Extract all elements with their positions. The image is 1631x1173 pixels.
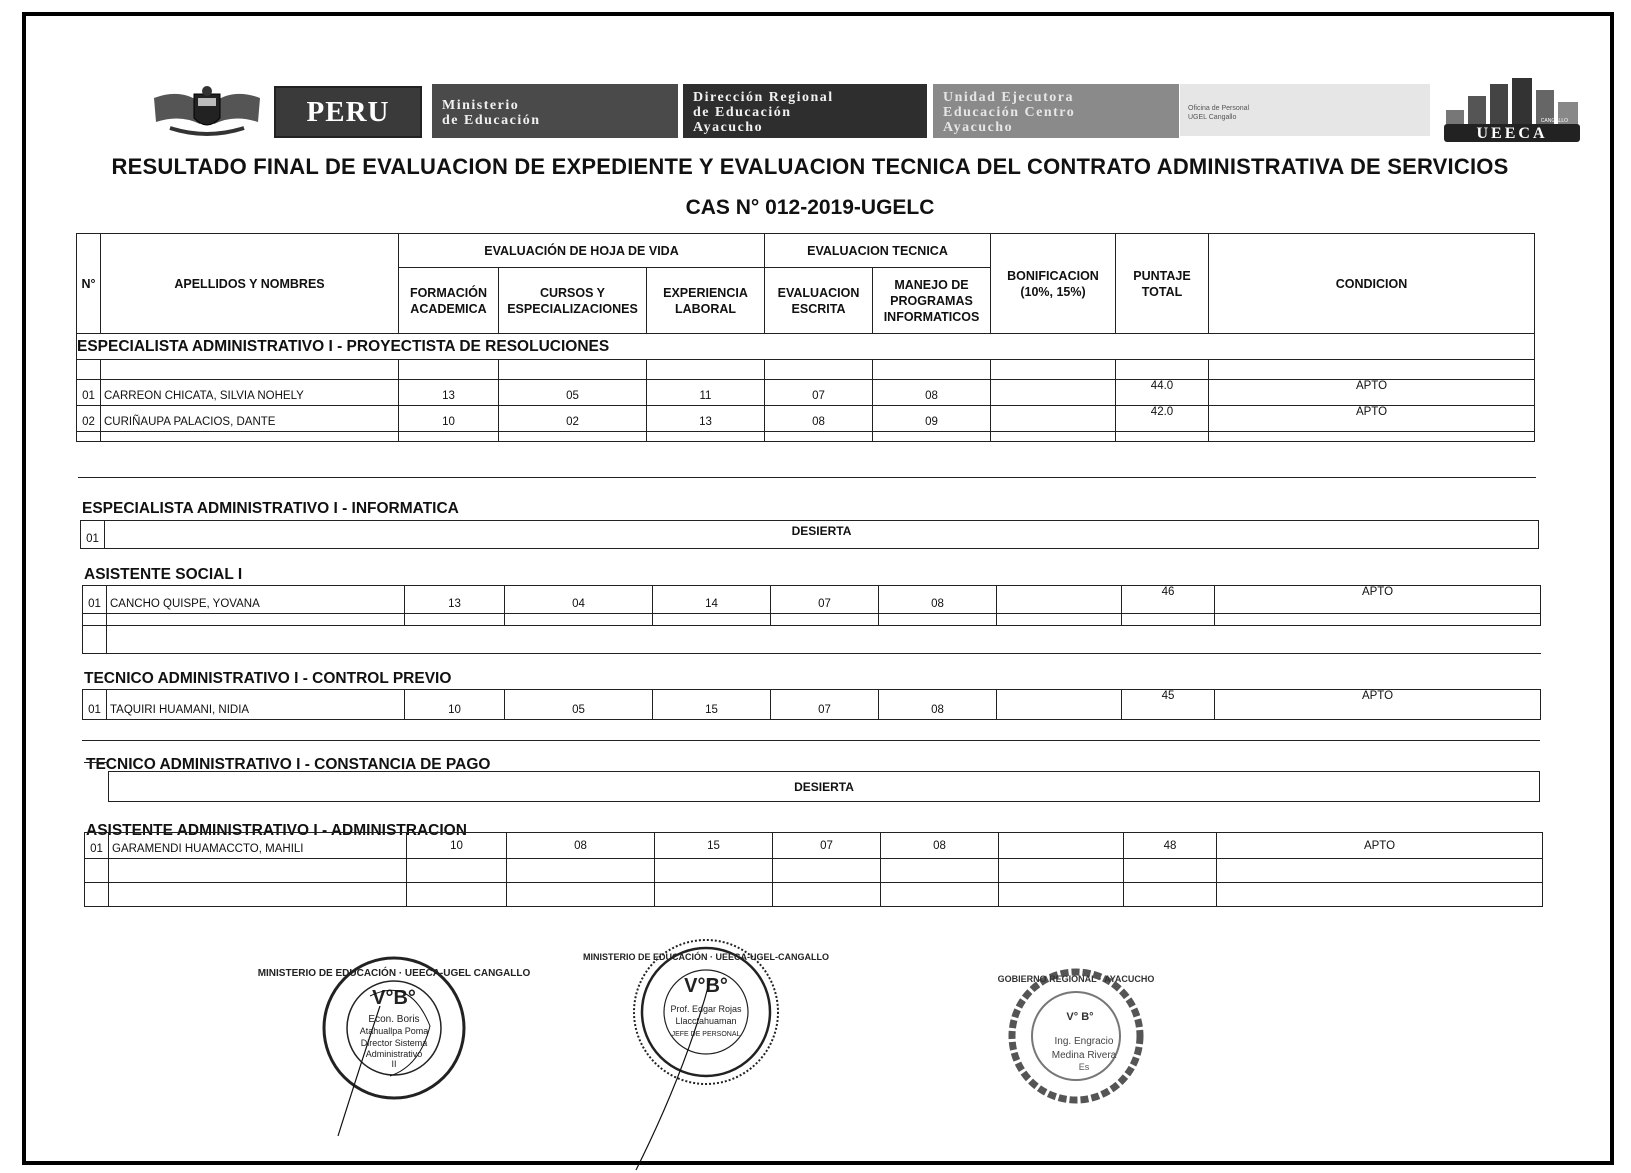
row-cursos: 08: [507, 833, 655, 859]
header-eval-tecnica: EVALUACION TECNICA: [765, 234, 991, 268]
stamp-ring-text: GOBIERNO REGIONAL · AYACUCHO: [997, 974, 1155, 984]
section-title-asistente-social: ASISTENTE SOCIAL I: [84, 566, 243, 583]
peru-logo: PERU: [274, 86, 422, 138]
header-manejo: MANEJO DE PROGRAMAS INFORMATICOS: [873, 268, 991, 334]
divider-line: [84, 762, 108, 763]
stamp-line: Atahuallpa Poma: [359, 1026, 429, 1036]
row-manejo: 08: [879, 586, 997, 614]
document-title: RESULTADO FINAL DE EVALUACION DE EXPEDIENTE Y EVALUACION TECNICA DEL CONTRATO ADMINISTRATIVA DE SERVICIOS: [111, 154, 1509, 179]
row-experiencia: 11: [647, 380, 765, 406]
section-title-constancia: TECNICO ADMINISTRATIVO I - CONSTANCIA DE PAGO: [86, 756, 491, 773]
stamp-line: JEFE DE PERSONAL: [671, 1031, 741, 1038]
ugel-line-2: UGEL Cangallo: [1188, 114, 1237, 121]
row-escrita: 07: [773, 833, 881, 859]
row-manejo: 08: [873, 380, 991, 406]
header-names: APELLIDOS Y NOMBRES: [101, 234, 399, 334]
stamp-line: Econ. Boris: [368, 1014, 420, 1025]
ugel-band: [1180, 84, 1430, 136]
stamp-vb: V°B°: [684, 975, 728, 997]
table-row: [85, 833, 1543, 859]
desierta-label: DESIERTA: [109, 772, 1540, 802]
ueeca-text: UEECA: [1476, 125, 1548, 142]
row-formacion: 10: [399, 406, 499, 432]
administracion-table: [84, 832, 1543, 907]
stamp-line: Llacctahuaman: [675, 1016, 737, 1026]
coat-of-arms-icon: [150, 84, 264, 138]
control-previo-table: [82, 689, 1541, 720]
row-puntaje: 45: [1122, 690, 1215, 720]
header-n: N°: [77, 234, 101, 334]
direccion-line-2: de Educación: [693, 105, 792, 120]
header-condicion: CONDICION: [1209, 234, 1535, 334]
table-row: [83, 690, 1541, 720]
section-title-control-previo: TECNICO ADMINISTRATIVO I - CONTROL PREVIO: [84, 670, 452, 687]
header-experiencia: EXPERIENCIA LABORAL: [647, 268, 765, 334]
results-table-main: [76, 233, 1535, 442]
ueeca-logo-icon: [1442, 76, 1582, 144]
row-formacion: 10: [405, 690, 505, 720]
row-puntaje: 48: [1124, 833, 1217, 859]
row-escrita: 08: [765, 406, 873, 432]
divider-line: [78, 477, 1536, 478]
header-hoja-vida: EVALUACIÓN DE HOJA DE VIDA: [399, 234, 765, 268]
row-puntaje: 46: [1122, 586, 1215, 614]
row-manejo: 09: [873, 406, 991, 432]
direccion-line-3: Ayacucho: [693, 120, 764, 135]
unidad-line-3: Ayacucho: [943, 120, 1014, 135]
row-manejo: 08: [879, 690, 997, 720]
stamp-line: Administrativo: [365, 1049, 423, 1059]
header-banner: [140, 76, 1610, 146]
desierta-label: DESIERTA: [105, 521, 1539, 549]
stamp-vb: V°B°: [372, 987, 416, 1009]
row-formacion: 10: [407, 833, 507, 859]
stamp-ring-text: MINISTERIO DE EDUCACIÓN · UEECA-UGEL CANGALLO: [257, 968, 531, 979]
stamp-ring-text: MINISTERIO DE EDUCACIÓN · UEECA-UGEL-CANGALLO: [583, 952, 829, 962]
row-condicion: APTO: [1215, 586, 1541, 614]
row-escrita: 07: [771, 586, 879, 614]
stamp-gobierno-regional: [997, 960, 1164, 1120]
section-title-informatica: ESPECIALISTA ADMINISTRATIVO I - INFORMATICA: [82, 500, 459, 517]
row-n: 01: [83, 690, 107, 720]
stamp-director: [257, 936, 531, 1136]
unidad-line-1: Unidad Ejecutora: [943, 90, 1074, 105]
stamp-line: II: [391, 1059, 397, 1069]
row-bonificacion: [997, 690, 1122, 720]
row-cursos: 04: [505, 586, 653, 614]
row-n: 01: [81, 521, 105, 549]
row-puntaje: 44.0: [1116, 380, 1209, 406]
row-puntaje: 42.0: [1116, 406, 1209, 432]
row-experiencia: 15: [655, 833, 773, 859]
row-condicion: APTO: [1215, 690, 1541, 720]
row-cursos: 05: [505, 690, 653, 720]
row-bonificacion: [991, 406, 1116, 432]
informatica-table: [80, 520, 1539, 549]
table-row: [77, 380, 1535, 406]
row-bonificacion: [997, 586, 1122, 614]
header-puntaje: PUNTAJE TOTAL: [1116, 234, 1209, 334]
stamp-jefe-personal: [583, 930, 829, 1170]
stamp-line: Medina Rivera: [1051, 1050, 1117, 1061]
row-name: CURIÑAUPA PALACIOS, DANTE: [101, 406, 399, 432]
ministerio-line-1: Ministerio: [442, 98, 520, 113]
row-n: 02: [77, 406, 101, 432]
row-name: CANCHO QUISPE, YOVANA: [107, 586, 405, 614]
row-condicion: APTO: [1217, 833, 1543, 859]
section-title-proyectista: ESPECIALISTA ADMINISTRATIVO I - PROYECTISTA DE RESOLUCIONES: [77, 337, 610, 355]
document-subtitle: CAS N° 012-2019-UGELC: [685, 196, 935, 219]
row-n: 01: [77, 380, 101, 406]
divider-line: [82, 740, 1540, 741]
header-cursos: CURSOS Y ESPECIALIZACIONES: [499, 268, 647, 334]
ugel-line-1: Oficina de Personal: [1188, 105, 1250, 112]
constancia-table: [108, 771, 1540, 802]
stamp-line: Es: [1078, 1062, 1090, 1072]
stamp-line: Ing. Engracio: [1054, 1036, 1114, 1047]
row-condicion: APTO: [1209, 406, 1535, 432]
unidad-band: [933, 84, 1179, 138]
row-name: TAQUIRI HUAMANI, NIDIA: [107, 690, 405, 720]
header-bonificacion: BONIFICACION (10%, 15%): [991, 234, 1116, 334]
table-row: [77, 406, 1535, 432]
row-condicion: APTO: [1209, 380, 1535, 406]
asistente-social-table: [82, 585, 1541, 654]
row-n: 01: [85, 833, 109, 859]
header-formacion: FORMACIÓN ACADEMICA: [399, 268, 499, 334]
row-escrita: 07: [771, 690, 879, 720]
direccion-line-1: Dirección Regional: [693, 90, 834, 105]
stamp-line: Prof. Edgar Rojas: [670, 1004, 742, 1014]
row-formacion: 13: [399, 380, 499, 406]
row-name: CARREON CHICATA, SILVIA NOHELY: [101, 380, 399, 406]
row-cursos: 02: [499, 406, 647, 432]
table-row: [83, 586, 1541, 614]
ministerio-band: [432, 84, 678, 138]
row-experiencia: 15: [653, 690, 771, 720]
direccion-band: [683, 84, 927, 138]
row-experiencia: 14: [653, 586, 771, 614]
ministerio-line-2: de Educación: [442, 113, 541, 128]
row-experiencia: 13: [647, 406, 765, 432]
stamp-line: Director Sistema: [360, 1038, 428, 1048]
stamp-vb: V° B°: [1066, 1011, 1094, 1023]
row-escrita: 07: [765, 380, 873, 406]
row-manejo: 08: [881, 833, 999, 859]
row-name: GARAMENDI HUAMACCTO, MAHILI: [109, 833, 407, 859]
section-title-administracion: ASISTENTE ADMINISTRATIVO I - ADMINISTRACION: [86, 822, 467, 839]
header-escrita: EVALUACION ESCRITA: [765, 268, 873, 334]
row-cursos: 05: [499, 380, 647, 406]
row-bonificacion: [991, 380, 1116, 406]
row-n: 01: [83, 586, 107, 614]
unidad-line-2: Educación Centro: [943, 105, 1076, 120]
ueeca-small-text: CANGALLO: [1540, 118, 1568, 124]
row-bonificacion: [999, 833, 1124, 859]
row-formacion: 13: [405, 586, 505, 614]
